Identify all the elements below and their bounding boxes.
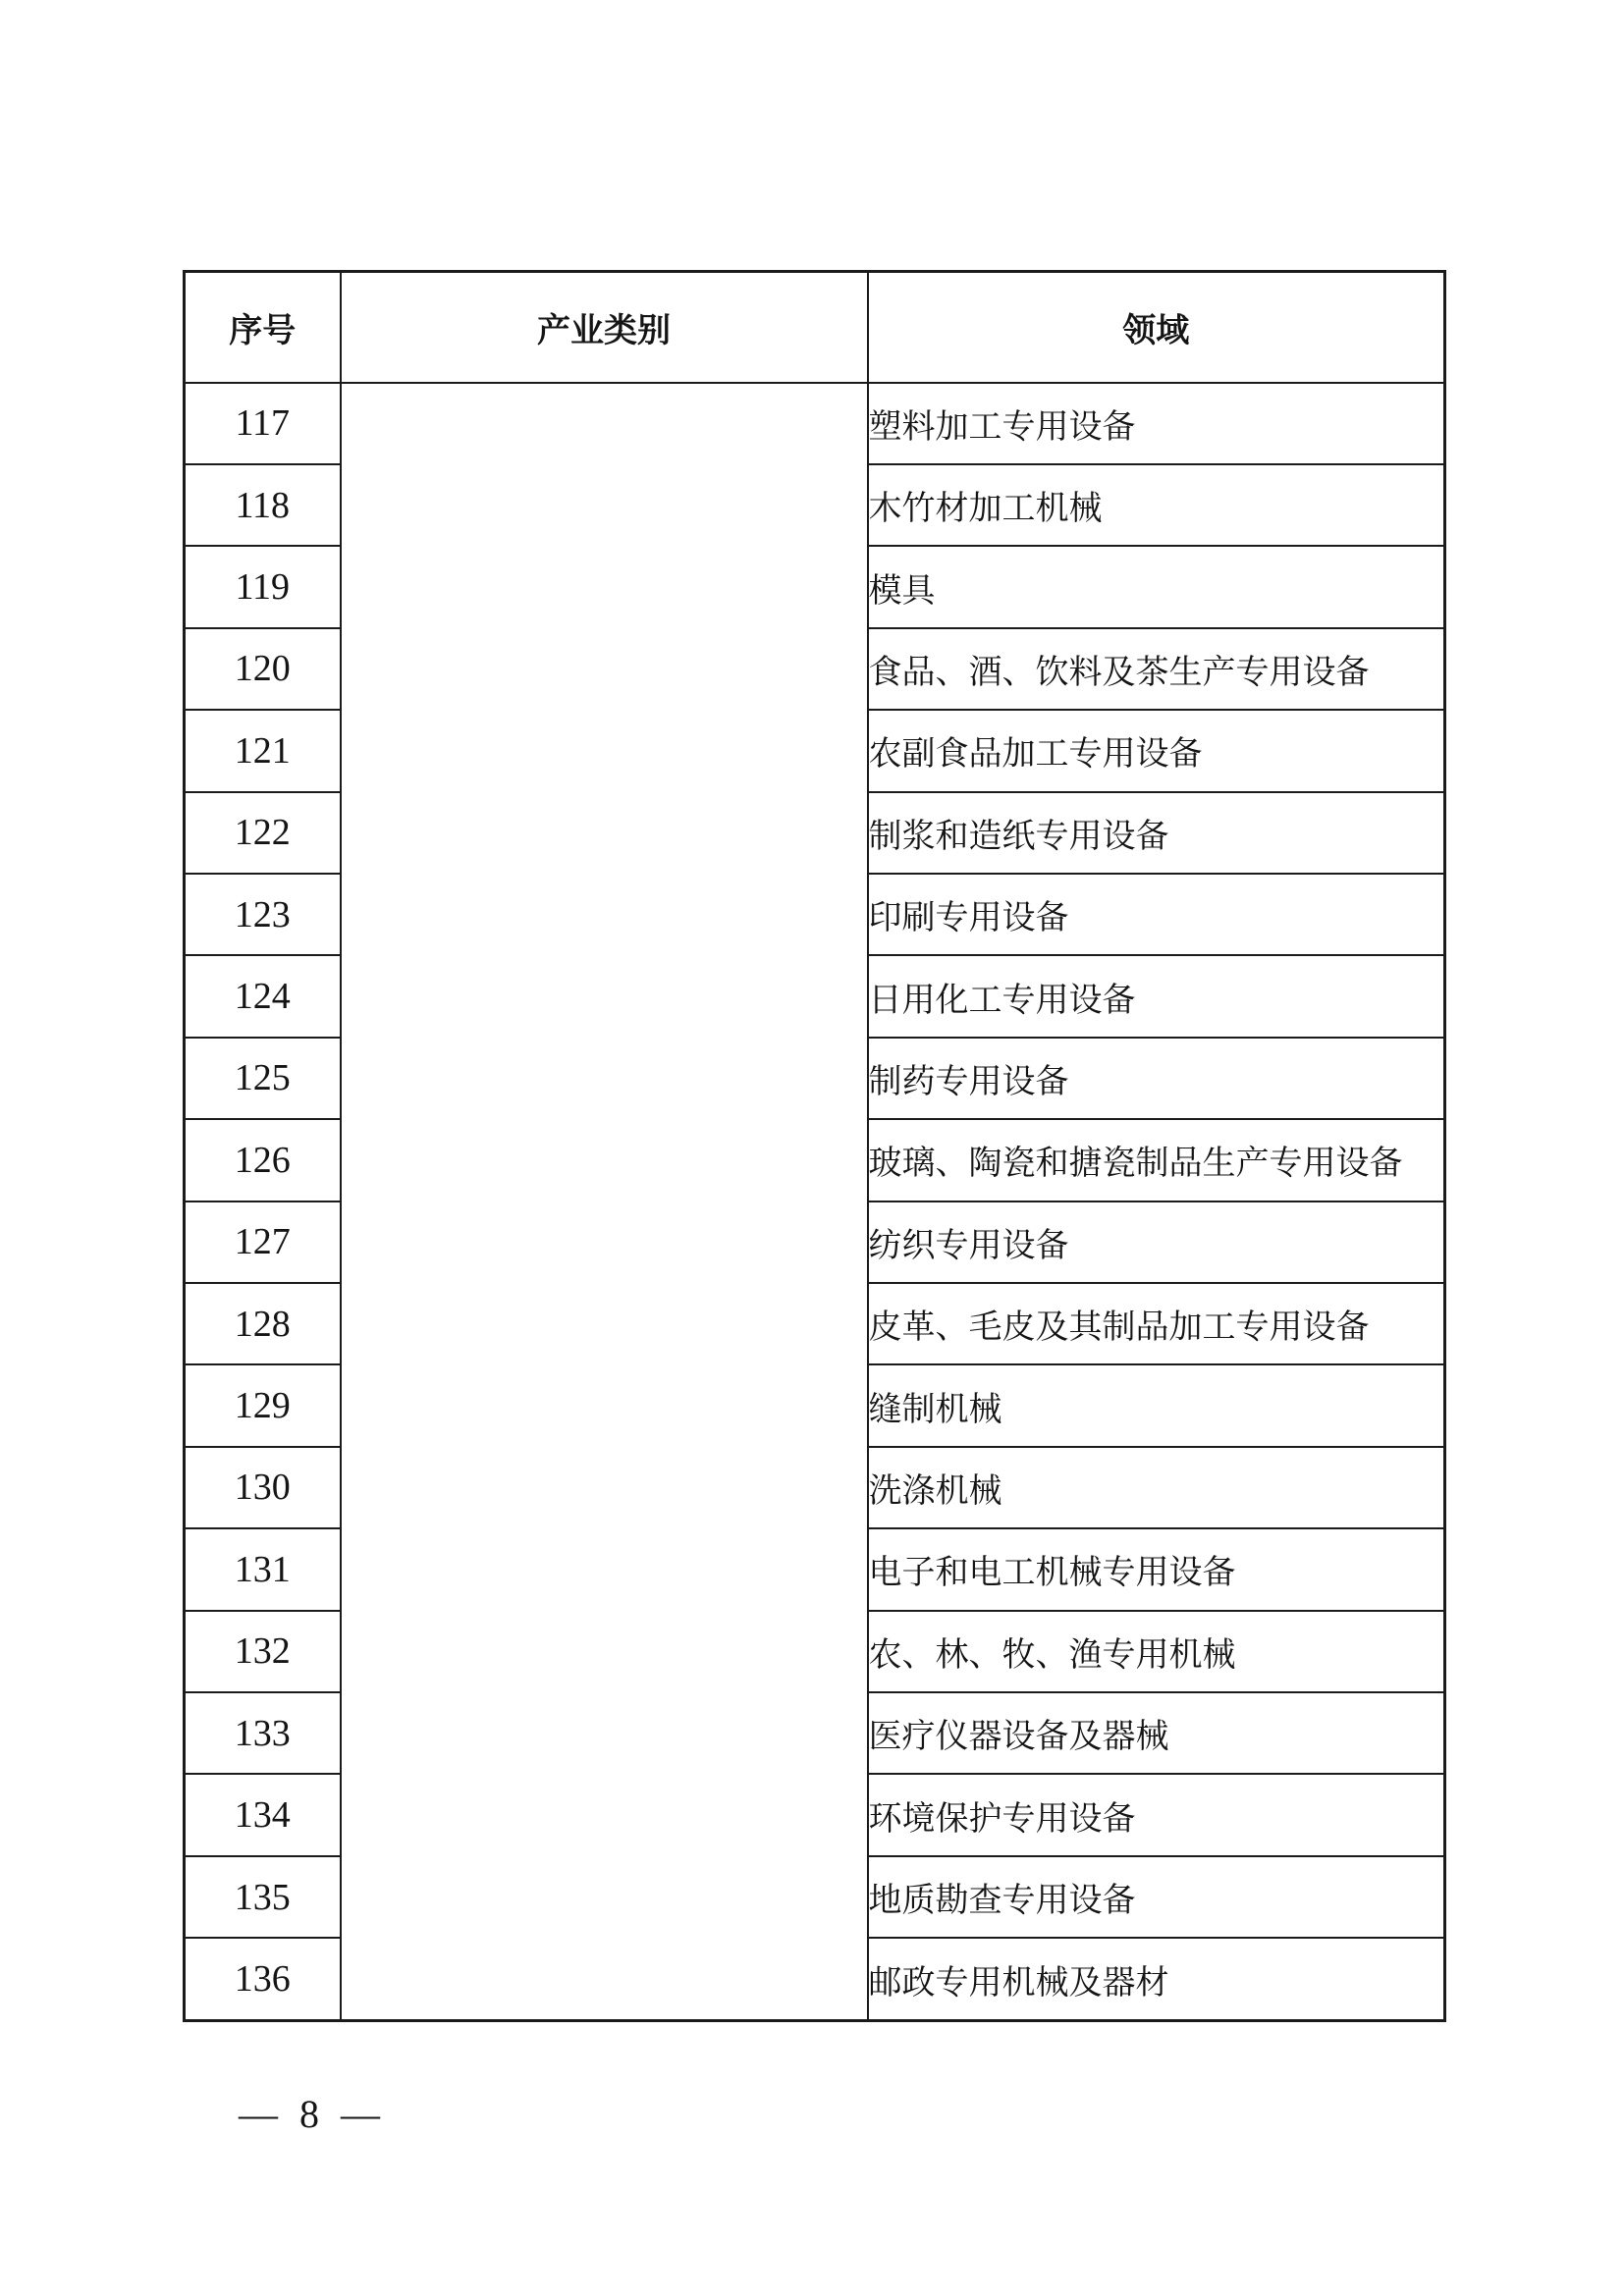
row-number-cell: 134 xyxy=(185,1774,341,1855)
field-cell: 农、林、牧、渔专用机械 xyxy=(868,1611,1445,1692)
row-number-cell: 129 xyxy=(185,1364,341,1446)
field-cell: 农副食品加工专用设备 xyxy=(868,710,1445,791)
field-cell: 皮革、毛皮及其制品加工专用设备 xyxy=(868,1283,1445,1364)
field-cell: 环境保护专用设备 xyxy=(868,1774,1445,1855)
row-number-cell: 120 xyxy=(185,628,341,710)
table-body xyxy=(185,383,1445,2021)
field-cell: 印刷专用设备 xyxy=(868,874,1445,955)
row-number-cell: 130 xyxy=(185,1447,341,1528)
field-cell: 制浆和造纸专用设备 xyxy=(868,792,1445,874)
row-number-cell: 122 xyxy=(185,792,341,874)
row-number-cell: 131 xyxy=(185,1528,341,1610)
page-number: — 8 — xyxy=(239,2092,380,2136)
field-cell: 木竹材加工机械 xyxy=(868,464,1445,546)
category-merged-cell xyxy=(341,383,868,2021)
row-number-cell: 126 xyxy=(185,1119,341,1201)
row-number-cell: 133 xyxy=(185,1692,341,1774)
field-cell: 缝制机械 xyxy=(868,1364,1445,1446)
row-number-cell: 121 xyxy=(185,710,341,791)
row-number-cell: 123 xyxy=(185,874,341,955)
field-cell: 医疗仪器设备及器械 xyxy=(868,1692,1445,1774)
row-number-cell: 127 xyxy=(185,1201,341,1283)
field-cell: 纺织专用设备 xyxy=(868,1201,1445,1283)
field-cell: 日用化工专用设备 xyxy=(868,955,1445,1037)
field-cell: 模具 xyxy=(868,546,1445,627)
row-number-cell: 118 xyxy=(185,464,341,546)
col-header-field: 领域 xyxy=(868,272,1445,383)
row-number-cell: 135 xyxy=(185,1856,341,1938)
field-cell: 制药专用设备 xyxy=(868,1038,1445,1119)
field-cell: 邮政专用机械及器材 xyxy=(868,1938,1445,2020)
row-number-cell: 128 xyxy=(185,1283,341,1364)
col-header-industry-category: 产业类别 xyxy=(341,272,868,383)
field-cell: 玻璃、陶瓷和搪瓷制品生产专用设备 xyxy=(868,1119,1445,1201)
field-cell: 洗涤机械 xyxy=(868,1447,1445,1528)
table-row xyxy=(185,383,1445,464)
table-header xyxy=(185,272,1445,383)
row-number-cell: 119 xyxy=(185,546,341,627)
industry-table xyxy=(183,270,1446,2022)
field-cell: 食品、酒、饮料及茶生产专用设备 xyxy=(868,628,1445,710)
row-number-cell: 117 xyxy=(185,383,341,464)
row-number-cell: 136 xyxy=(185,1938,341,2020)
field-cell: 塑料加工专用设备 xyxy=(868,383,1445,464)
field-cell: 地质勘查专用设备 xyxy=(868,1856,1445,1938)
row-number-cell: 125 xyxy=(185,1038,341,1119)
col-header-serial-number: 序号 xyxy=(185,272,341,383)
field-cell: 电子和电工机械专用设备 xyxy=(868,1528,1445,1610)
row-number-cell: 132 xyxy=(185,1611,341,1692)
header-row xyxy=(185,272,1445,383)
row-number-cell: 124 xyxy=(185,955,341,1037)
